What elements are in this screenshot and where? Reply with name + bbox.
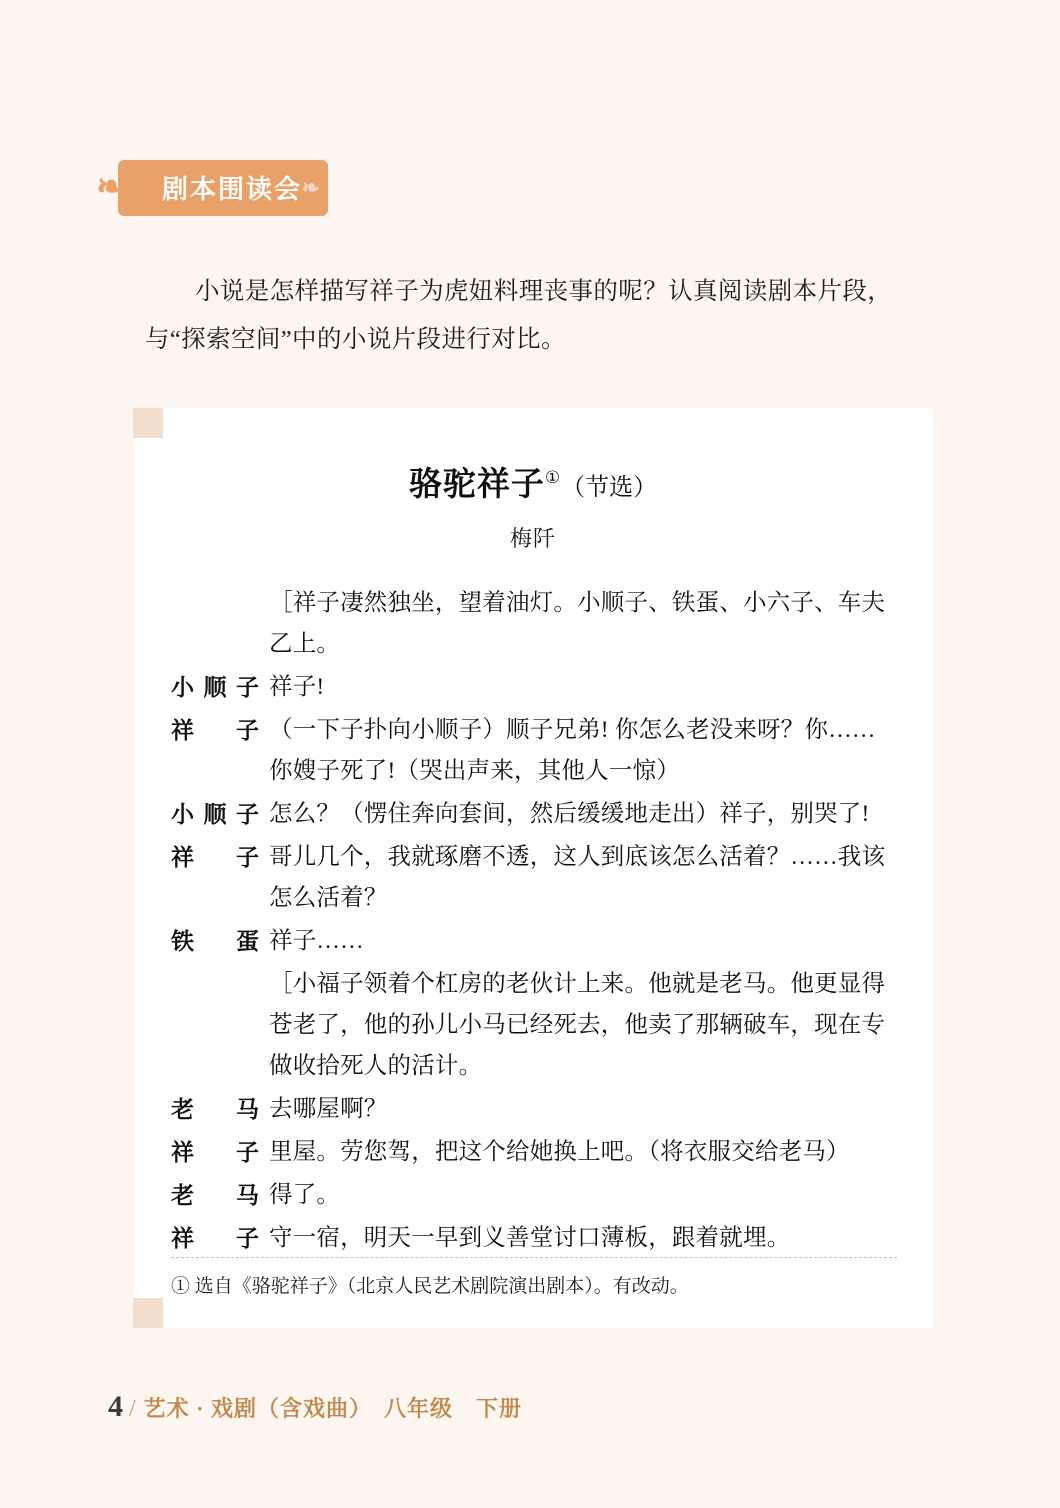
- script-line: [171, 583, 897, 665]
- script-line: [171, 710, 897, 792]
- article-title-main: 骆驼祥子: [408, 467, 545, 503]
- speech-text: ［小福子领着个杠房的老伙计上来。他就是老马。他更显得苍老了，他的孙儿小马已经死去，他卖了那辆破车，现在专做收拾死人的活计。: [269, 971, 886, 1079]
- script-lines: [171, 583, 897, 1261]
- script-line: [171, 1175, 897, 1216]
- script-line: [171, 837, 897, 919]
- card-corner-top-left: [133, 408, 163, 438]
- speaker-name: 小顺子: [171, 675, 259, 700]
- speech-text: 祥子……: [269, 928, 364, 954]
- article-title: [133, 458, 933, 505]
- script-line: [171, 1218, 897, 1259]
- article-title-sub: （节选）: [561, 475, 658, 501]
- speech-text: 祥子!: [269, 674, 325, 700]
- speech-text: （一下子扑向小顺子）顺子兄弟! 你怎么老没来呀？你……你嫂子死了!（哭出声来，其他人一惊）: [269, 717, 876, 784]
- speech-text: 去哪屋啊？: [269, 1096, 388, 1122]
- article-author: 梅阡: [509, 526, 556, 551]
- footer-separator: /: [129, 1396, 136, 1422]
- speech-text: 里屋。劳您驾，把这个给她换上吧。（将衣服交给老马）: [269, 1139, 850, 1165]
- page-number: 4: [108, 1390, 123, 1423]
- speech-text: 得了。: [269, 1182, 341, 1208]
- footnote-divider: [171, 1257, 897, 1258]
- card-corner-bottom-left: [133, 1298, 163, 1328]
- speech-text: 哥儿几个，我就琢磨不透，这人到底该怎么活着？……我该怎么活着？: [269, 844, 886, 911]
- speech-text: ［祥子凄然独坐，望着油灯。小顺子、铁蛋、小六子、车夫乙上。: [269, 590, 886, 657]
- page-footer: [108, 1390, 522, 1424]
- speech-text: 怎么？（愣住奔向套间，然后缓缓地走出）祥子，别哭了!: [269, 801, 870, 827]
- intro-paragraph: 小说是怎样描写祥子为虎妞料理丧事的呢？认真阅读剧本片段，与“探索空间”中的小说片段进行对比。: [145, 278, 893, 353]
- speaker-name: 老马: [171, 1183, 259, 1208]
- ornament-right-icon: ❧: [301, 175, 319, 200]
- speaker-name: 祥子: [171, 1226, 259, 1251]
- speaker-name: 祥子: [171, 718, 259, 743]
- script-line: [171, 667, 897, 708]
- script-line: [171, 964, 897, 1087]
- ornament-left-icon: ❧: [96, 169, 127, 206]
- speaker-name: 小顺子: [171, 802, 259, 827]
- script-line: [171, 1089, 897, 1130]
- speech-text: 守一宿，明天一早到义善堂讨口薄板，跟着就埋。: [269, 1225, 791, 1251]
- script-line: [171, 794, 897, 835]
- script-line: [171, 1132, 897, 1173]
- section-banner-label: 剧本围读会: [162, 175, 303, 204]
- speaker-name: 老马: [171, 1097, 259, 1122]
- speaker-name: 铁蛋: [171, 929, 259, 954]
- speaker-name: 祥子: [171, 845, 259, 870]
- speaker-name: 祥子: [171, 1140, 259, 1165]
- script-card: [133, 408, 933, 1328]
- section-banner-body: [96, 160, 328, 216]
- footnote-text: ① 选自《骆驼祥子》（北京人民艺术剧院演出剧本）。有改动。: [171, 1276, 689, 1297]
- section-banner: [96, 160, 328, 216]
- footnote-marker: ①: [544, 468, 562, 487]
- footer-title: 艺术 · 戏剧（含戏曲） 八年级 下册: [143, 1396, 523, 1421]
- script-line: [171, 921, 897, 962]
